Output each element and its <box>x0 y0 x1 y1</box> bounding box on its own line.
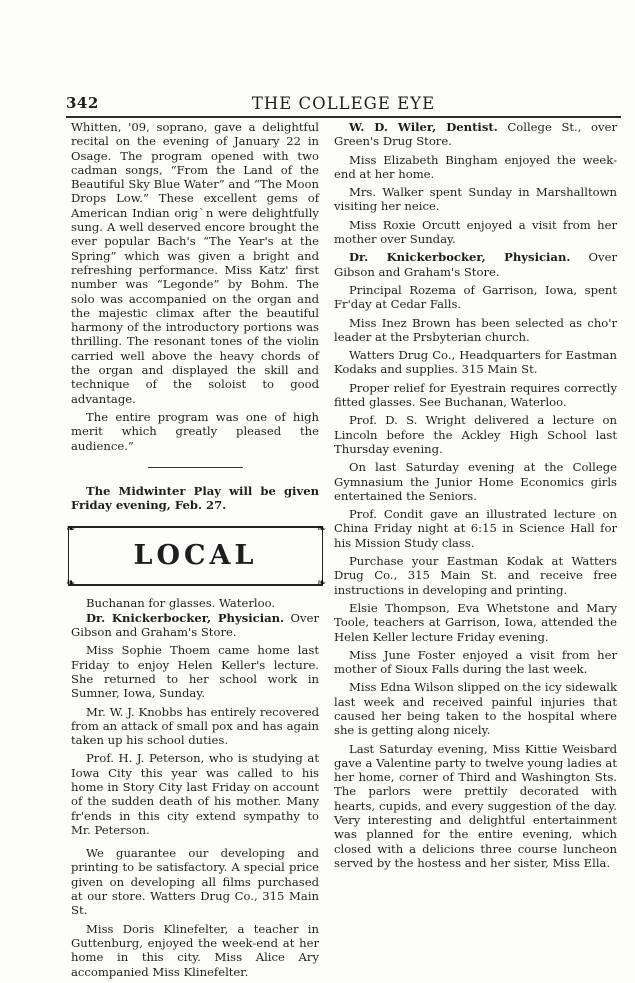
buchanan-ad: Buchanan for glasses. Waterloo. <box>86 596 276 611</box>
peterson-item: Prof. H. J. Peterson, who is studying at Iowa City this year was called to his home in Story City last Friday on account of the sudden death of his mother. Many fr'ends in this city extend sympathy to Mr. Peterson. <box>71 751 319 837</box>
wiler-name: W. D. Wiler, Dentist. <box>349 120 498 134</box>
rozema-item: Principal Rozema of Garrison, Iowa, spent Fr'day at Cedar Falls. <box>334 282 617 312</box>
ornament-icon: ❧ <box>66 522 76 536</box>
wiler-address: College St., over Green's Drug Store. <box>334 120 617 149</box>
knickerbocker-ad <box>334 250 617 279</box>
garrison-teachers-item: Elsie Thompson, Eva Whetstone and Mary Toole, teachers at Garrison, Iowa, attended the Helen Keller lecture Friday evening. <box>334 600 617 644</box>
brown-item: Miss Inez Brown has been selected as cho'r leader at the Prsbyterian church. <box>334 315 617 344</box>
watters-guarantee-ad: We guarantee our developing and printing to be satisfactory. A special price given on developing all films purchased at our store. Watters Drug Co., 315 Main St. <box>71 846 319 918</box>
knickerbocker-name: Dr. Knickerbocker, Physician. <box>86 610 285 625</box>
orcutt-item: Miss Roxie Orcutt enjoyed a visit from her mother over Sunday. <box>334 217 617 247</box>
recital-conclusion: The entire program was one of high merit which greatly pleased the audience.” <box>71 409 319 453</box>
page-header <box>66 94 621 116</box>
knickerbocker-name: Dr. Knickerbocker, Physician. <box>349 250 571 265</box>
bingham-item: Miss Elizabeth Bingham enjoyed the week-end at her home. <box>334 152 617 181</box>
gymnasium-item: On last Saturday evening at the College Gymnasium the Junior Home Economics girls entertained the Seniors. <box>334 460 617 503</box>
watters-kodak-ad: Watters Drug Co., Headquarters for Eastman Kodaks and supplies. 315 Main St. <box>334 348 617 377</box>
left-column <box>66 120 327 983</box>
wright-item: Prof. D. S. Wright delivered a lecture on Lincoln before the Ackley High School last Thursday evening. <box>334 413 617 456</box>
knickerbocker-address: Over Gibson and Graham's Store. <box>71 610 319 640</box>
knickerbocker-address: Over Gibson and Graham's Store. <box>334 250 617 279</box>
section-title: LOCAL <box>133 540 258 572</box>
knobbs-item: Mr. W. J. Knobbs has entirely recovered from an attack of small pox and has again taken up his school duties. <box>71 704 319 748</box>
page-number: 342 <box>66 94 99 112</box>
ornament-icon: ❧ <box>66 576 76 590</box>
knickerbocker-ad <box>71 611 319 640</box>
klinefelter-item: Miss Doris Klinefelter, a teacher in Guttenburg, enjoyed the week-end at her home in this city. Miss Alice Ary accompanied Miss Klinefelter. <box>71 921 319 979</box>
divider <box>148 467 243 468</box>
condit-item: Prof. Condit gave an illustrated lecture on China Friday night at 6:15 in Science Hall for his Mission Study class. <box>334 507 617 550</box>
foster-item: Miss June Foster enjoyed a visit from her mother of Sioux Falls during the last week. <box>334 647 617 677</box>
local-section-banner <box>66 522 327 590</box>
thoem-item: Miss Sophie Thoem came home last Friday to enjoy Helen Keller's lecture. She returned to her school work in Sumner, Iowa, Sunday. <box>71 643 319 701</box>
ornament-icon: ❧ <box>317 522 327 536</box>
eyestrain-ad: Proper relief for Eyestrain requires correctly fitted glasses. See Buchanan, Waterloo. <box>334 380 617 410</box>
ornament-icon: ❧ <box>317 576 327 590</box>
right-column <box>334 120 617 874</box>
walker-item: Mrs. Walker spent Sunday in Marshalltown visiting her neice. <box>334 185 617 214</box>
running-title: THE COLLEGE EYE <box>251 94 436 113</box>
midwinter-play-notice: The Midwinter Play will be given Friday evening, Feb. 27. <box>71 483 319 513</box>
header-rule <box>66 116 621 118</box>
wiler-ad <box>334 120 617 149</box>
wilson-item: Miss Edna Wilson slipped on the icy sidewalk last week and received painful injuries that caused her being taken to the hospital where she is getting along nicely. <box>334 680 617 738</box>
weisbard-item: Last Saturday evening, Miss Kittie Weisbard gave a Valentine party to twelve young ladies at her home, corner of Third and Washington Sts. The parlors were prettily decorated with hearts, cupids, and every suggestion of the day. Very interesting and delightful entertainment was planned for the entire evening, which closed with a delicions three course luncheon served by the hostess and her sister, Miss Ella. <box>334 741 617 870</box>
kodak-purchase-ad: Purchase your Eastman Kodak at Watters Drug Co., 315 Main St. and receive free instructions in developing and printing. <box>334 554 617 597</box>
recital-paragraph: Whitten, '09, soprano, gave a delightful recital on the evening of January 22 in Osage. The program opened with two cadman songs, “From the Land of the Beautiful Sky Blue Water” and “The Moon Drops Low.” These excellent gems of American Indian origˋn were delightfully sung. A well deserved encore brought the ever popular Bach's “The Year's at the Spring” which was given a bright and refreshing performance. Miss Katz' first number was “Legonde” by Bohm. The solo was accompanied on the organ and the majestic climax after the beautiful harmony of the introductory portions was thrilling. The resonant tones of the violin carried well above the heavy chords of the organ and displayed the skill and technique of the soloist to good advantage. <box>71 120 319 406</box>
